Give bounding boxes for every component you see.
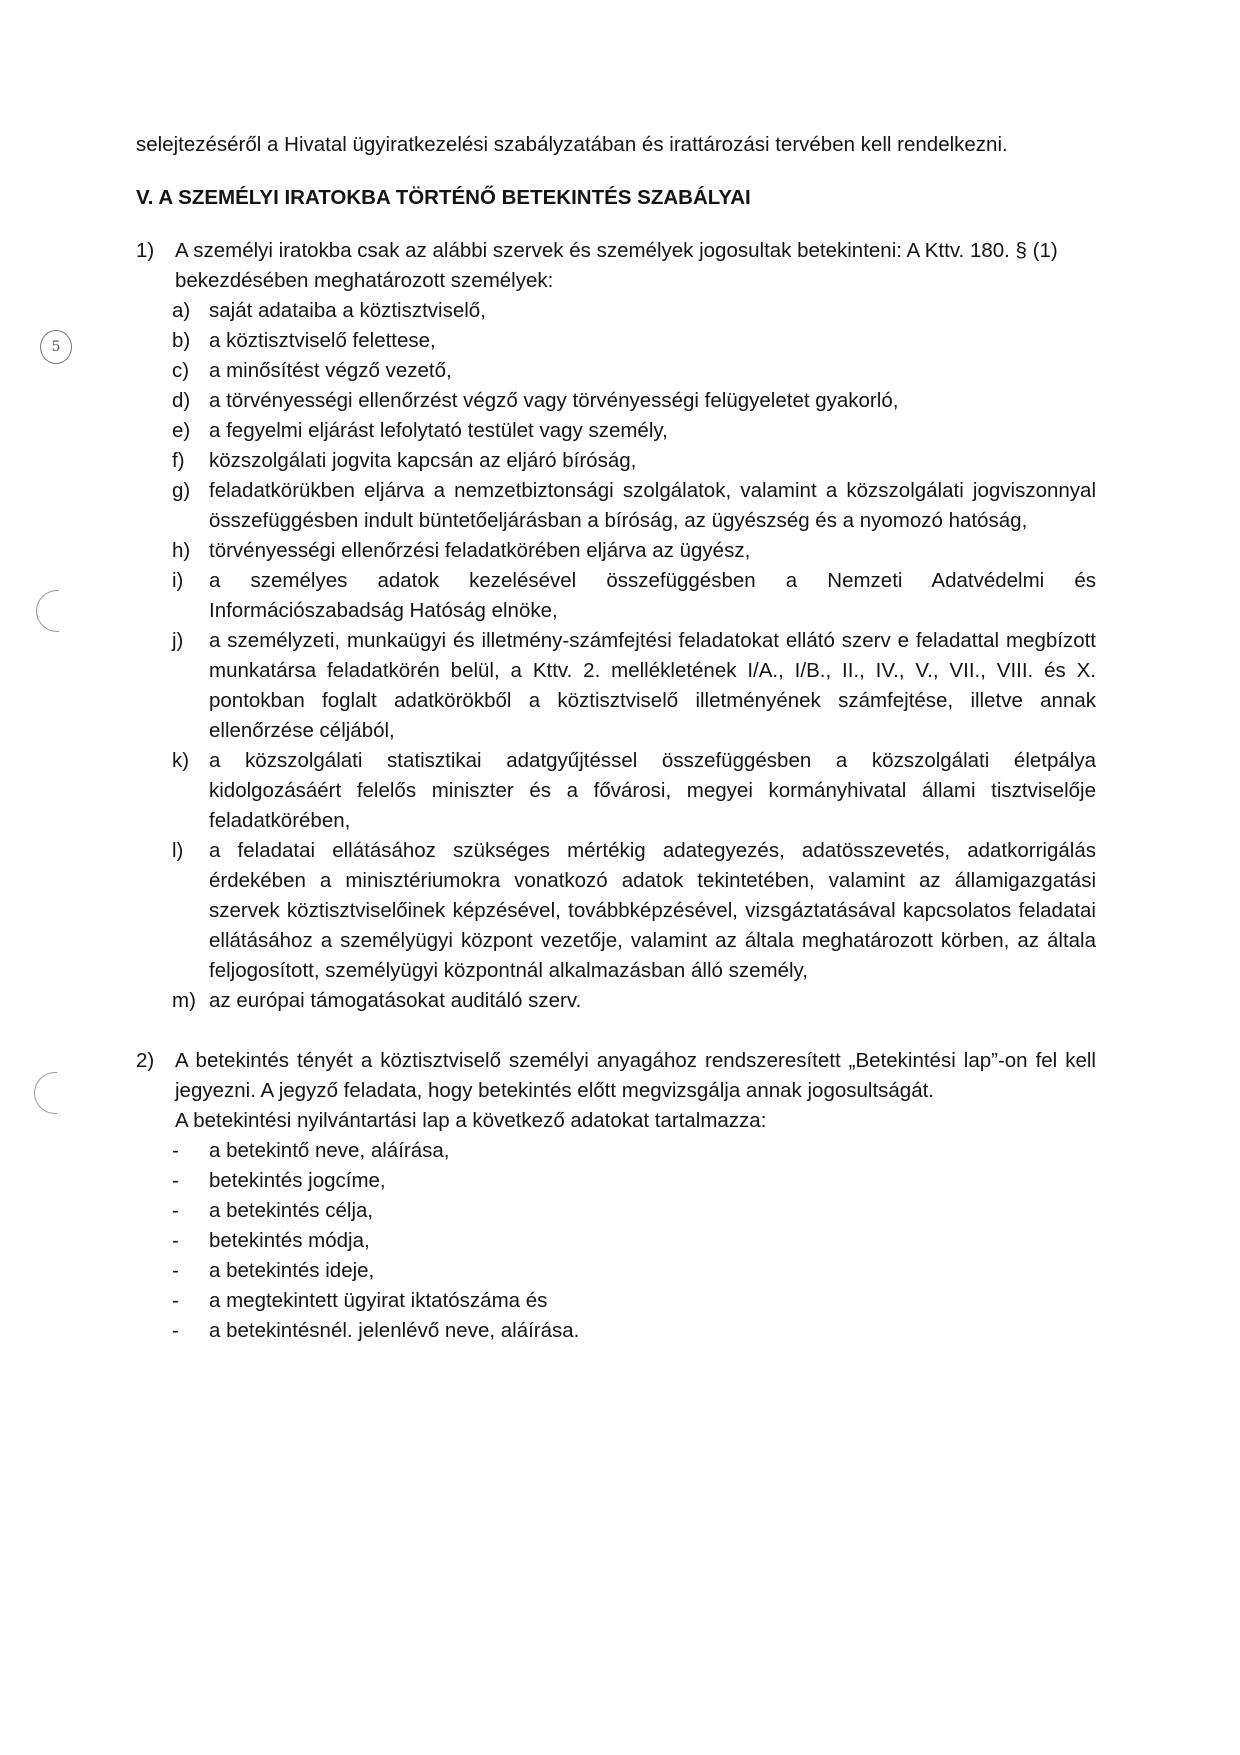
list-item: [136, 1286, 1096, 1316]
list-item: [136, 416, 1096, 446]
list-item-letter: i): [172, 569, 184, 592]
list-item: [136, 986, 1096, 1016]
punch-hole-mark: [36, 590, 59, 632]
page-number-stamp: [40, 330, 72, 364]
section-1: [136, 236, 1096, 296]
list-item-dash: -: [172, 1229, 179, 1252]
list-item-dash: -: [172, 1139, 179, 1162]
list-item-dash: -: [172, 1289, 179, 1312]
stamp-label: 5: [51, 339, 61, 355]
section-2-number: 2): [136, 1049, 155, 1072]
list-item-text: a személyes adatok kezelésével összefüggésben a Nemzeti Adatvédelmi és Információszabadság Hatóság elnöke,: [209, 569, 1096, 622]
document-body: [136, 130, 1096, 1346]
list-item-text: a betekintésnél. jelenlévő neve, aláírása.: [209, 1319, 580, 1342]
list-item-text: a betekintő neve, aláírása,: [209, 1139, 450, 1162]
list-item-dash: -: [172, 1169, 179, 1192]
list-item-dash: -: [172, 1199, 179, 1222]
list-item-text: közszolgálati jogvita kapcsán az eljáró bíróság,: [209, 449, 637, 472]
list-item: [136, 326, 1096, 356]
record-fields-list: [136, 1136, 1096, 1346]
list-item-text: feladatkörükben eljárva a nemzetbiztonsági szolgálatok, valamint a közszolgálati jogviszonnyal összefüggésben indult büntetőeljárásban a bíróság, az ügyészség és a nyomozó hatóság,: [209, 479, 1096, 532]
list-item-text: betekintés jogcíme,: [209, 1169, 386, 1192]
list-item-letter: b): [172, 329, 191, 352]
section-2-text: A betekintés tényét a köztisztviselő személyi anyagához rendszeresített „Betekintési lap”-on fel kell jegyezni. A jegyző feladata, hogy betekintés előtt megvizsgálja annak jogosultságát.: [175, 1049, 1096, 1102]
list-item: [136, 1196, 1096, 1226]
list-item: [136, 476, 1096, 536]
list-item: [136, 746, 1096, 836]
section-2: [136, 1046, 1096, 1136]
list-item-letter: l): [172, 839, 184, 862]
list-item: [136, 1316, 1096, 1346]
list-item-text: a betekintés célja,: [209, 1199, 374, 1222]
list-item: [136, 386, 1096, 416]
list-item-text: a személyzeti, munkaügyi és illetmény-számfejtési feladatokat ellátó szerv e feladattal megbízott munkatársa feladatkörén belül, a Kttv. 2. mellékletének I/A., I/B., II., IV., V., VII., VIII. és X. pontokban foglalt adatkörökből a köztisztviselő illetményének számfejtése, illetve annak ellenőrzése céljából,: [209, 629, 1096, 742]
authorized-persons-list: [136, 296, 1096, 1016]
list-item-letter: c): [172, 359, 190, 382]
punch-hole-mark: [34, 1072, 57, 1114]
list-item-text: a minősítést végző vezető,: [209, 359, 452, 382]
list-item-letter: j): [172, 629, 184, 652]
list-item-letter: a): [172, 299, 191, 322]
list-item-text: betekintés módja,: [209, 1229, 370, 1252]
list-item: [136, 1256, 1096, 1286]
list-item-text: az európai támogatásokat auditáló szerv.: [209, 989, 582, 1012]
section-1-number: 1): [136, 239, 155, 262]
list-item-letter: d): [172, 389, 191, 412]
list-item-letter: h): [172, 539, 191, 562]
list-item: [136, 356, 1096, 386]
list-item: [136, 296, 1096, 326]
list-item-text: a közszolgálati statisztikai adatgyűjtéssel összefüggésben a közszolgálati életpálya kidolgozásáért felelős miniszter és a fővárosi, megyei kormányhivatal állami tisztviselője feladatkörében,: [209, 749, 1096, 832]
list-item-text: saját adataiba a köztisztviselő,: [209, 299, 486, 322]
section-2-subtext: A betekintési nyilvántartási lap a következő adatokat tartalmazza:: [175, 1109, 767, 1132]
list-item-text: a fegyelmi eljárást lefolytató testület vagy személy,: [209, 419, 668, 442]
list-item: [136, 626, 1096, 746]
list-item-text: törvényességi ellenőrzési feladatkörében eljárva az ügyész,: [209, 539, 751, 562]
list-item-text: a törvényességi ellenőrzést végző vagy törvényességi felügyeletet gyakorló,: [209, 389, 899, 412]
list-item-letter: g): [172, 479, 191, 502]
list-item-letter: k): [172, 749, 190, 772]
list-item: [136, 566, 1096, 626]
list-item-letter: f): [172, 449, 185, 472]
list-item-text: a megtekintett ügyirat iktatószáma és: [209, 1289, 548, 1312]
list-item-letter: m): [172, 989, 196, 1012]
section-heading: V. A SZEMÉLYI IRATOKBA TÖRTÉNŐ BETEKINTÉS SZABÁLYAI: [136, 186, 751, 209]
list-item: [136, 1136, 1096, 1166]
list-item-text: a betekintés ideje,: [209, 1259, 375, 1282]
list-item-text: a feladatai ellátásához szükséges mértékig adategyezés, adatösszevetés, adatkorrigálás érdekében a minisztériumokra vonatkozó adatok tekintetében, valamint az államigazgatási szervek köztisztviselőinek képzésével, továbbképzésével, vizsgáztatásával kapcsolatos feladatai ellátásához a személyügyi központ vezetője, valamint az általa meghatározott körben, az általa feljogosított, személyügyi központnál alkalmazásban álló személy,: [209, 839, 1096, 982]
list-item-letter: e): [172, 419, 191, 442]
list-item: [136, 1226, 1096, 1256]
list-item: [136, 446, 1096, 476]
section-1-text: A személyi iratokba csak az alábbi szervek és személyek jogosultak betekinteni: A Kttv. 180. § (1) bekezdésében meghatározott személyek:: [175, 239, 1058, 292]
list-item-dash: -: [172, 1259, 179, 1282]
intro-paragraph: selejtezéséről a Hivatal ügyiratkezelési szabályzatában és irattározási tervében kell rendelkezni.: [136, 133, 1008, 156]
list-item-dash: -: [172, 1319, 179, 1342]
list-item: [136, 1166, 1096, 1196]
list-item: [136, 836, 1096, 986]
list-item-text: a köztisztviselő felettese,: [209, 329, 436, 352]
list-item: [136, 536, 1096, 566]
